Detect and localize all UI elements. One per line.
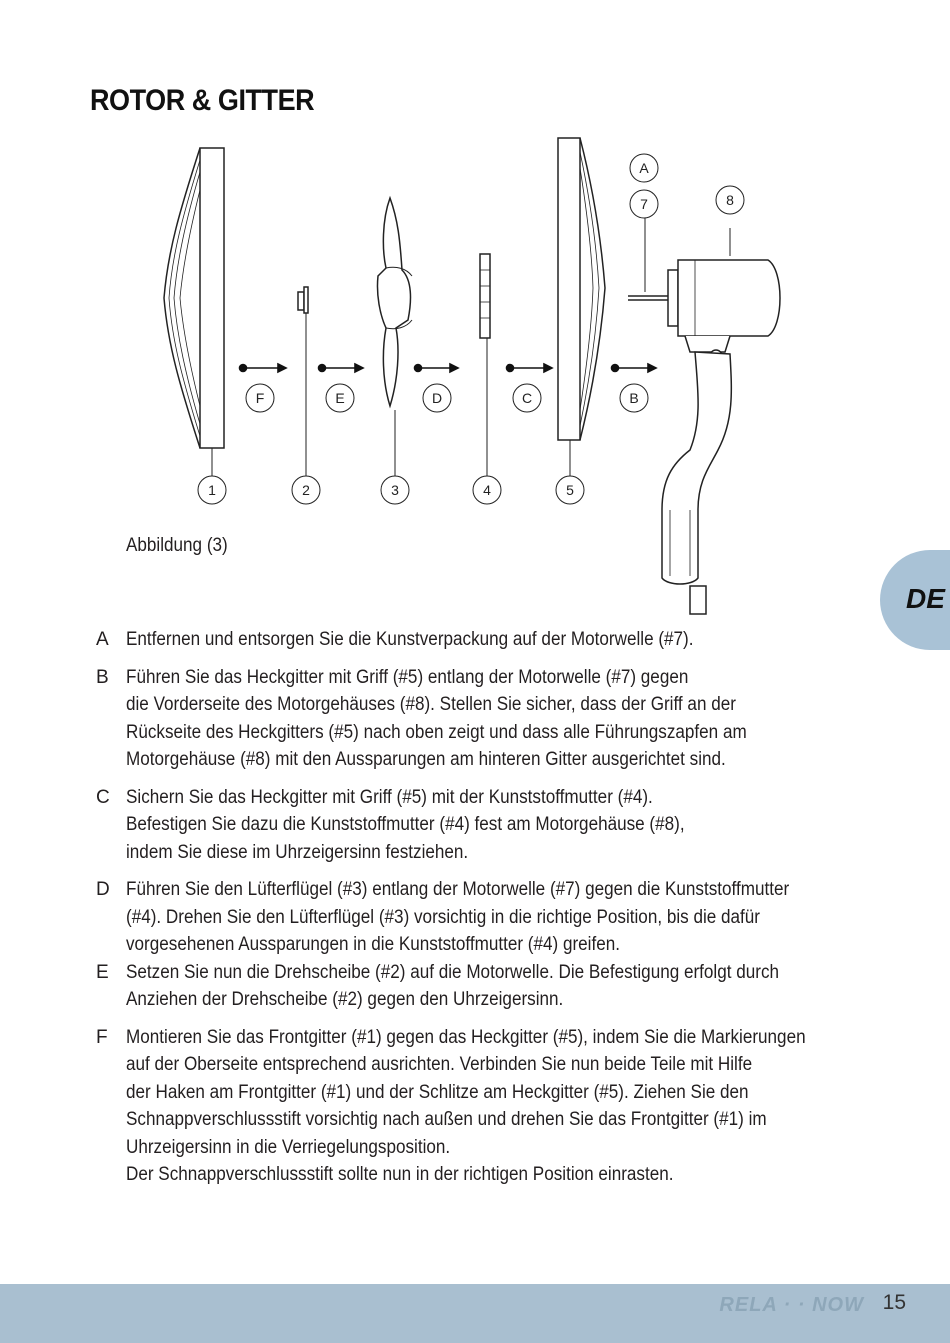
assembly-diagram [150, 130, 800, 620]
step-text: Sichern Sie das Heckgitter mit Griff (#5) mit der Kunststoffmutter (#4). Befestigen Sie dazu die Kunststoffmutter (#4) fest am Motorgehäuse (#8), indem Sie diese im Uhrzeigersinn festziehen. [126, 786, 685, 863]
step-c [96, 784, 886, 867]
step-d [96, 876, 886, 959]
step-a [96, 626, 886, 654]
nut-drawing [480, 254, 490, 478]
arrow-label-f: F [255, 390, 265, 406]
part-number-2: 2 [302, 482, 310, 498]
callout-8: 8 [726, 192, 734, 208]
arrow-label-b: B [629, 390, 639, 406]
brand-logo: RELA · · NOW [719, 1294, 864, 1316]
step-letter: B [96, 666, 109, 688]
spinner-drawing [298, 287, 308, 478]
step-letter: C [96, 786, 110, 808]
callout-a: A [639, 160, 649, 176]
step-e [96, 959, 886, 1014]
step-letter: D [96, 879, 110, 900]
instruction-list [96, 626, 886, 1189]
step-f [96, 1024, 886, 1189]
step-text: Montieren Sie das Frontgitter (#1) gegen das Heckgitter (#5), indem Sie die Markierungen auf der Oberseite entsprechend ausrichten. Verbinden Sie nun beide Teile mit Hilfe der Haken am Frontgitter (#1) und der Schlitze am Heckgitter (#5). Ziehen Sie den Schnappverschlussstift vorsichtig nach außen und drehen Sie das Frontgitter (#1) im Uhrzeigersinn in die Verriegelungsposition. Der Schnappverschlussstift sollte nun in der richtigen Position einrasten. [126, 1026, 806, 1185]
part-number-1: 1 [208, 482, 216, 498]
step-letter: E [96, 961, 109, 983]
part-number-4: 4 [483, 482, 491, 498]
front-grille-drawing [164, 148, 224, 478]
page-number: 15 [882, 1291, 906, 1314]
arrow-label-e: E [335, 390, 345, 406]
step-letter: F [96, 1026, 108, 1048]
step-letter: A [96, 629, 109, 650]
step-b [96, 664, 886, 774]
step-text: Führen Sie den Lüfterflügel (#3) entlang der Motorwelle (#7) gegen die Kunststoffmutter (#4). Drehen Sie den Lüfterflügel (#3) vorsichtig in die richtige Position, bis die dafür vorgesehenen Aussparungen in die Kunststoffmutter (#4) greifen. [126, 879, 790, 955]
language-tab-label: DE [906, 583, 945, 614]
step-text: Führen Sie das Heckgitter mit Griff (#5) entlang der Motorwelle (#7) gegen die Vorderseite des Motorgehäuses (#8). Stellen Sie sicher, dass der Griff an der Rückseite des Heckgitters (#5) nach oben zeigt und dass alle Führungszapfen am Motorgehäuse (#8) mit den Aussparungen am hinteren Gitter ausgerichtet sind. [126, 666, 747, 770]
step-text: Entfernen und entsorgen Sie die Kunstverpackung auf der Motorwelle (#7). [126, 629, 694, 650]
arrow-label-d: D [431, 390, 443, 406]
arrow-label-c: C [521, 390, 533, 406]
figure-caption: Abbildung (3) [126, 535, 228, 556]
fan-blade-drawing [377, 198, 412, 478]
callout-7: 7 [640, 196, 648, 212]
page-footer [0, 1284, 950, 1343]
assembly-arrows [240, 364, 657, 372]
part-number-5: 5 [566, 482, 574, 498]
part-number-3: 3 [391, 482, 399, 498]
motor-housing-drawing [628, 218, 780, 614]
rear-grille-drawing [558, 138, 605, 478]
step-text: Setzen Sie nun die Drehscheibe (#2) auf die Motorwelle. Die Befestigung erfolgt durch Anziehen der Drehscheibe (#2) gegen den Uhrzeigersinn. [126, 961, 780, 1010]
page-title: ROTOR & GITTER [90, 84, 315, 117]
